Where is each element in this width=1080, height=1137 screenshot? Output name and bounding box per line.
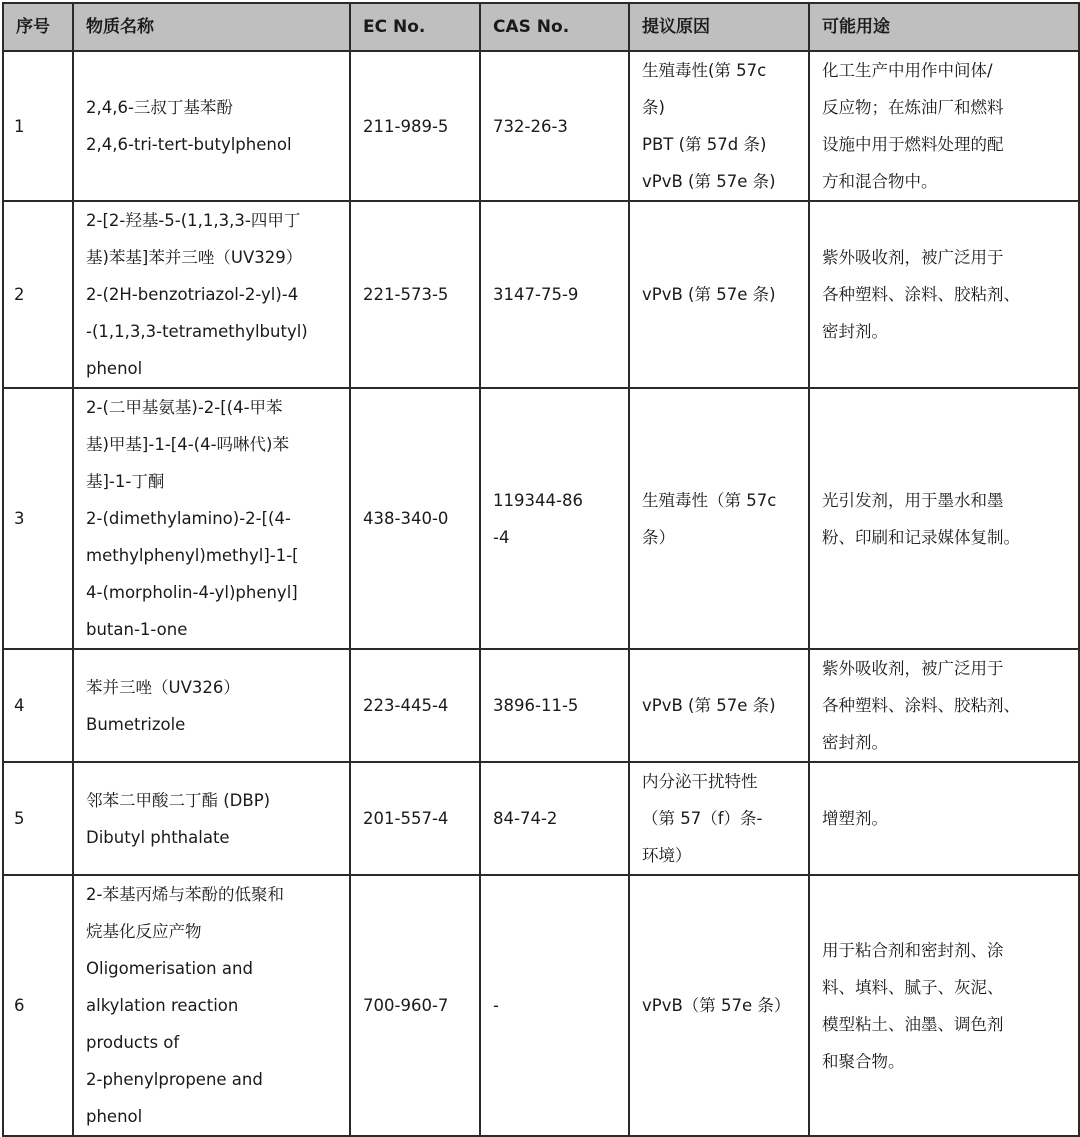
- use-line: 紫外吸收剂，被广泛用于: [822, 659, 1004, 678]
- cell-number: 1: [3, 51, 73, 201]
- cell-cas-no: -: [480, 875, 629, 1136]
- cell-possible-use: [809, 649, 1079, 762]
- header-substance-name: 物质名称: [73, 3, 350, 51]
- name-line: Bumetrizole: [86, 714, 186, 734]
- name-line: 2-phenylpropene and: [86, 1070, 263, 1089]
- table-row: [3, 388, 1079, 649]
- table-row: [3, 762, 1079, 875]
- cell-ec-no: 700-960-7: [350, 875, 480, 1136]
- name-line: 基)甲基]-1-[4-(4-吗啉代)苯: [86, 435, 289, 454]
- name-line: 2-(2H-benzotriazol-2-yl)-4: [86, 285, 299, 304]
- reason-line: vPvB (第 57e 条): [642, 172, 776, 191]
- cell-reason: [629, 875, 809, 1136]
- cell-possible-use: [809, 388, 1079, 649]
- use-line: 增塑剂。: [822, 809, 888, 828]
- name-line: -(1,1,3,3-tetramethylbutyl): [86, 322, 308, 341]
- name-line: 2-[2-羟基-5-(1,1,3,3-四甲丁: [86, 211, 301, 230]
- reason-line: vPvB（第 57e 条）: [642, 996, 791, 1015]
- cell-substance-name: [73, 875, 350, 1136]
- cell-ec-no: 223-445-4: [350, 649, 480, 762]
- table-row: [3, 649, 1079, 762]
- cell-possible-use: [809, 875, 1079, 1136]
- cas-line: 119344-86: [493, 490, 583, 510]
- name-line: 2-苯基丙烯与苯酚的低聚和: [86, 885, 284, 904]
- cell-cas-no: 3147-75-9: [480, 201, 629, 388]
- use-line: 密封剂。: [822, 733, 888, 752]
- use-line: 设施中用于燃料处理的配: [822, 135, 1004, 154]
- reason-line: 环境）: [642, 846, 692, 865]
- table-row: [3, 51, 1079, 201]
- cell-reason: [629, 649, 809, 762]
- reason-line: 条）: [642, 527, 675, 547]
- cas-line: -4: [493, 527, 510, 547]
- name-line: phenol: [86, 1107, 143, 1126]
- cell-ec-no: 438-340-0: [350, 388, 480, 649]
- name-line: 4-(morpholin-4-yl)phenyl]: [86, 583, 298, 602]
- use-line: 化工生产中用作中间体/: [822, 61, 993, 80]
- cell-number: 3: [3, 388, 73, 649]
- header-possible-use: 可能用途: [809, 3, 1079, 51]
- reason-line: PBT (第 57d 条): [642, 135, 767, 154]
- use-line: 光引发剂，用于墨水和墨: [822, 490, 1004, 510]
- cell-substance-name: [73, 649, 350, 762]
- use-line: 反应物；在炼油厂和燃料: [822, 98, 1004, 117]
- cell-substance-name: [73, 51, 350, 201]
- name-line: 烷基化反应产物: [86, 922, 202, 941]
- use-line: 料、填料、腻子、灰泥、: [822, 977, 1004, 997]
- reason-line: vPvB (第 57e 条): [642, 696, 776, 715]
- name-line: Oligomerisation and: [86, 959, 253, 978]
- table-header-row: [3, 3, 1079, 51]
- reason-line: 生殖毒性(第 57c: [642, 61, 767, 80]
- use-line: 粉、印刷和记录媒体复制。: [822, 527, 1020, 547]
- table-row: [3, 201, 1079, 388]
- name-line: 基]-1-丁酮: [86, 472, 165, 491]
- name-line: phenol: [86, 359, 143, 378]
- reason-line: 生殖毒性（第 57c: [642, 490, 777, 510]
- reason-line: 条): [642, 98, 665, 117]
- name-line: 2,4,6-三叔丁基苯酚: [86, 98, 233, 117]
- table-row: [3, 875, 1079, 1136]
- use-line: 用于粘合剂和密封剂、涂: [822, 940, 1004, 960]
- header-number: 序号: [3, 3, 73, 51]
- use-line: 和聚合物。: [822, 1051, 905, 1071]
- reason-line: 内分泌干扰特性: [642, 772, 758, 791]
- cell-cas-no: 3896-11-5: [480, 649, 629, 762]
- name-line: 邻苯二甲酸二丁酯 (DBP): [86, 790, 271, 810]
- name-line: 2-(dimethylamino)-2-[(4-: [86, 509, 291, 528]
- header-reason: 提议原因: [629, 3, 809, 51]
- cell-number: 6: [3, 875, 73, 1136]
- cell-ec-no: 221-573-5: [350, 201, 480, 388]
- cell-reason: [629, 51, 809, 201]
- cell-number: 2: [3, 201, 73, 388]
- svhc-substance-table: [2, 2, 1080, 1137]
- cell-possible-use: [809, 51, 1079, 201]
- cell-number: 4: [3, 649, 73, 762]
- name-line: alkylation reaction: [86, 996, 239, 1015]
- cell-reason: [629, 762, 809, 875]
- cell-ec-no: 201-557-4: [350, 762, 480, 875]
- cell-substance-name: [73, 388, 350, 649]
- name-line: methylphenyl)methyl]-1-[: [86, 546, 299, 565]
- cell-reason: [629, 201, 809, 388]
- reason-line: （第 57（f）条-: [642, 809, 763, 828]
- name-line: 2,4,6-tri-tert-butylphenol: [86, 135, 292, 154]
- name-line: 苯并三唑（UV326）: [86, 677, 240, 697]
- cell-possible-use: [809, 762, 1079, 875]
- cell-reason: [629, 388, 809, 649]
- cell-substance-name: [73, 201, 350, 388]
- use-line: 各种塑料、涂料、胶粘剂、: [822, 696, 1020, 715]
- use-line: 模型粘土、油墨、调色剂: [822, 1014, 1004, 1034]
- reason-line: vPvB (第 57e 条): [642, 285, 776, 304]
- cell-possible-use: [809, 201, 1079, 388]
- use-line: 紫外吸收剂，被广泛用于: [822, 248, 1004, 267]
- cell-cas-no: 732-26-3: [480, 51, 629, 201]
- header-cas-no: CAS No.: [480, 3, 629, 51]
- header-ec-no: EC No.: [350, 3, 480, 51]
- cell-ec-no: 211-989-5: [350, 51, 480, 201]
- use-line: 密封剂。: [822, 322, 888, 341]
- name-line: products of: [86, 1033, 180, 1052]
- cell-substance-name: [73, 762, 350, 875]
- name-line: 基)苯基]苯并三唑（UV329）: [86, 248, 303, 267]
- cell-cas-no: 84-74-2: [480, 762, 629, 875]
- name-line: butan-1-one: [86, 620, 188, 639]
- name-line: 2-(二甲基氨基)-2-[(4-甲苯: [86, 398, 283, 417]
- name-line: Dibutyl phthalate: [86, 827, 230, 847]
- cell-number: 5: [3, 762, 73, 875]
- use-line: 方和混合物中。: [822, 172, 938, 191]
- cell-cas-no: [480, 388, 629, 649]
- use-line: 各种塑料、涂料、胶粘剂、: [822, 285, 1020, 304]
